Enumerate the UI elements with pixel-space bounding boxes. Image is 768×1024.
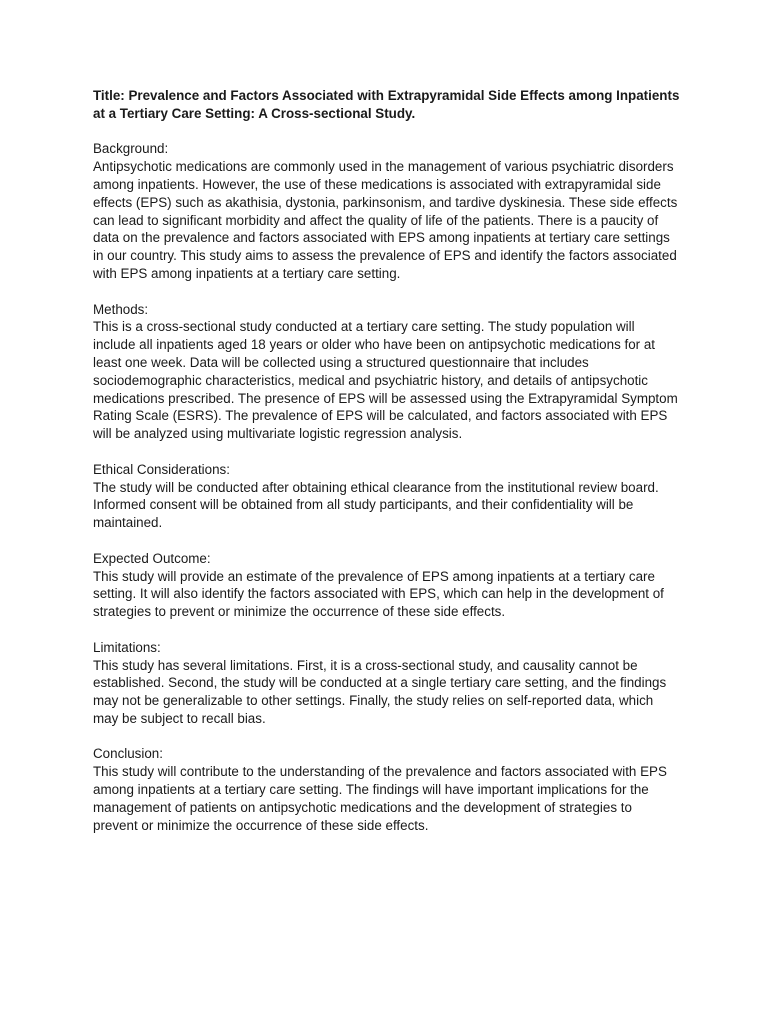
section-background bbox=[93, 140, 680, 282]
section-ethical-considerations bbox=[93, 461, 680, 532]
section-heading: Limitations: bbox=[93, 639, 161, 655]
section-body: This study will provide an estimate of the prevalence of EPS among inpatients at a tertiary care setting. It will also identify the factors associated with EPS, which can help in the development of strategies to prevent or minimize the occurrence of these side effects. bbox=[93, 568, 664, 620]
section-heading: Conclusion: bbox=[93, 746, 163, 762]
section-conclusion bbox=[93, 745, 680, 834]
section-methods bbox=[93, 301, 680, 443]
section-body: This study has several limitations. First, it is a cross-sectional study, and causality cannot be established. Second, the study will be conducted at a single tertiary care setting, and the findings may not be generalizable to other settings. Finally, the study relies on self-reported data, which may be subject to recall bias. bbox=[93, 657, 667, 726]
section-expected-outcome bbox=[93, 550, 680, 621]
section-body: The study will be conducted after obtaining ethical clearance from the institutional review board. Informed consent will be obtained from all study participants, and their confidentiality will be maintained. bbox=[93, 479, 659, 531]
section-body: This is a cross-sectional study conducted at a tertiary care setting. The study population will include all inpatients aged 18 years or older who have been on antipsychotic medications for at least one week. Data will be collected using a structured questionnaire that includes sociodemographic characteristics, medical and psychiatric history, and details of antipsychotic medications prescribed. The presence of EPS will be assessed using the Extrapyramidal Symptom Rating Scale (ESRS). The prevalence of EPS will be calculated, and factors associated with EPS will be analyzed using multivariate logistic regression analysis. bbox=[93, 319, 678, 442]
section-heading: Ethical Considerations: bbox=[93, 461, 230, 477]
section-heading: Background: bbox=[93, 141, 169, 157]
section-limitations bbox=[93, 639, 680, 728]
section-heading: Expected Outcome: bbox=[93, 550, 211, 566]
section-body: Antipsychotic medications are commonly used in the management of various psychiatric disorders among inpatients. However, the use of these medications is associated with extrapyramidal side effects (EPS) such as akathisia, dystonia, parkinsonism, and tardive dyskinesia. These side effects can lead to significant morbidity and affect the quality of life of the patients. There is a paucity of data on the prevalence and factors associated with EPS among inpatients at tertiary care settings in our country. This study aims to assess the prevalence of EPS and identify the factors associated with EPS among inpatients at a tertiary care setting. bbox=[93, 159, 678, 281]
section-body: This study will contribute to the understanding of the prevalence and factors associated with EPS among inpatients at a tertiary care setting. The findings will have important implications for the management of patients on antipsychotic medications and the development of strategies to prevent or minimize the occurrence of these side effects. bbox=[93, 764, 667, 833]
document-title: Title: Prevalence and Factors Associated with Extrapyramidal Side Effects among Inpatients at a Tertiary Care Setting: A Cross-sectional Study. bbox=[93, 88, 680, 121]
section-heading: Methods: bbox=[93, 301, 149, 317]
